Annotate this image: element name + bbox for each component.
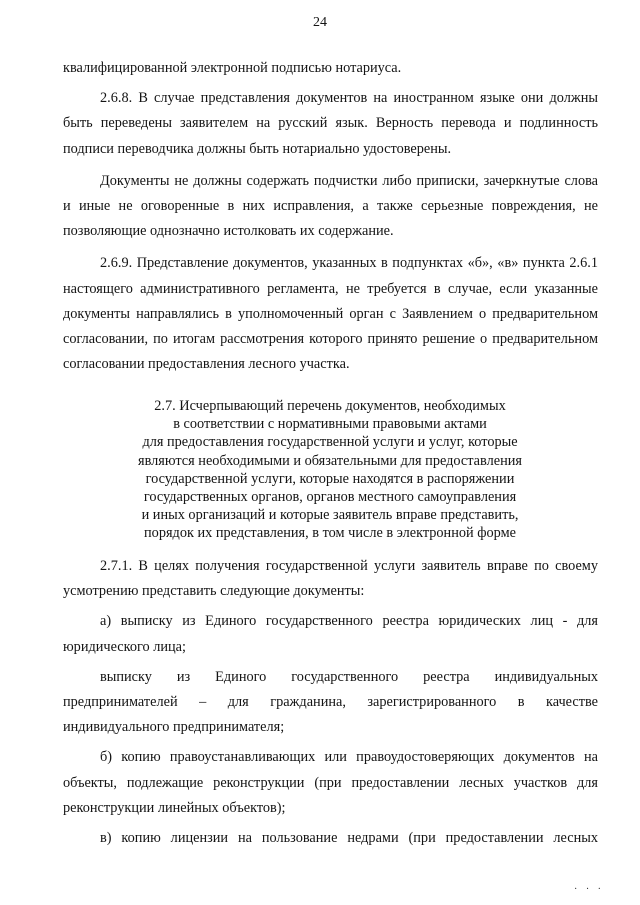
paragraph-2-6-9: 2.6.9. Представление документов, указанных в подпунктах «б», «в» пункта 2.6.1 настоящего административного регламента, не требуется в случае, если указанные документы направлялись в уполномоченный орган с Заявлением о предварительном согласовании, по итогам рассмотрения которого принято решение о предварительном согласовании предоставления лесного участка. — [63, 255, 598, 373]
list-item-v: в) копию лицензии на пользование недрами (при предоставлении лесных — [100, 830, 598, 847]
heading-line: для предоставления государственной услуги и услуг, которые — [142, 434, 518, 451]
list-item-ip-extract — [63, 665, 598, 741]
section-2-7-text — [63, 554, 598, 851]
heading-line: являются необходимыми и обязательными для предоставления — [138, 452, 522, 469]
list-item-line: индивидуального предпринимателя; — [63, 719, 285, 736]
section-2-6-text — [63, 56, 598, 377]
list-item-line: предпринимателей – для гражданина, зарегистрированного в качестве — [63, 694, 598, 711]
paragraph-continuation: квалифицированной электронной подписью нотариуса. — [63, 60, 402, 76]
heading-line: в соответствии с нормативными правовыми актами — [173, 416, 487, 433]
scan-marks: · · · — [574, 884, 604, 895]
paragraph-documents-requirements: Документы не должны содержать подчистки либо приписки, зачеркнутые слова и иные не оговоренные в них исправления, а также серьезные повреждения, не позволяющие однозначно истолковать их содержание. — [63, 172, 598, 240]
list-item-line: выписку из Единого государственного реестра индивидуальных — [100, 668, 598, 685]
list-item-b: б) копию правоустанавливающих или правоудостоверяющих документов на объекты, подлежащие реконструкции (при предоставлении лесных участков для реконструкции линейных объектов); — [63, 749, 598, 816]
page-number: 24 — [313, 15, 327, 30]
section-2-7-heading — [90, 397, 570, 543]
heading-line: и иных организаций и которые заявитель вправе представить, — [141, 507, 519, 524]
heading-line: государственной услуги, которые находятся в распоряжении — [145, 470, 515, 487]
heading-line: 2.7. Исчерпывающий перечень документов, необходимых — [154, 398, 506, 414]
heading-line: порядок их представления, в том числе в электронной форме — [144, 525, 516, 542]
paragraph-2-6-8: 2.6.8. В случае представления документов на иностранном языке они должны быть переведены заявителем на русский язык. Верность перевода и подлинность подписи переводчика должны быть нотариально удостоверены. — [63, 90, 598, 157]
list-item-a: а) выписку из Единого государственного реестра юридических лиц - для юридического лица; — [63, 613, 598, 655]
heading-line: государственных органов, органов местного самоуправления — [143, 489, 517, 506]
paragraph-2-7-1: 2.7.1. В целях получения государственной услуги заявитель вправе по своему усмотрению представить следующие документы: — [63, 558, 598, 600]
